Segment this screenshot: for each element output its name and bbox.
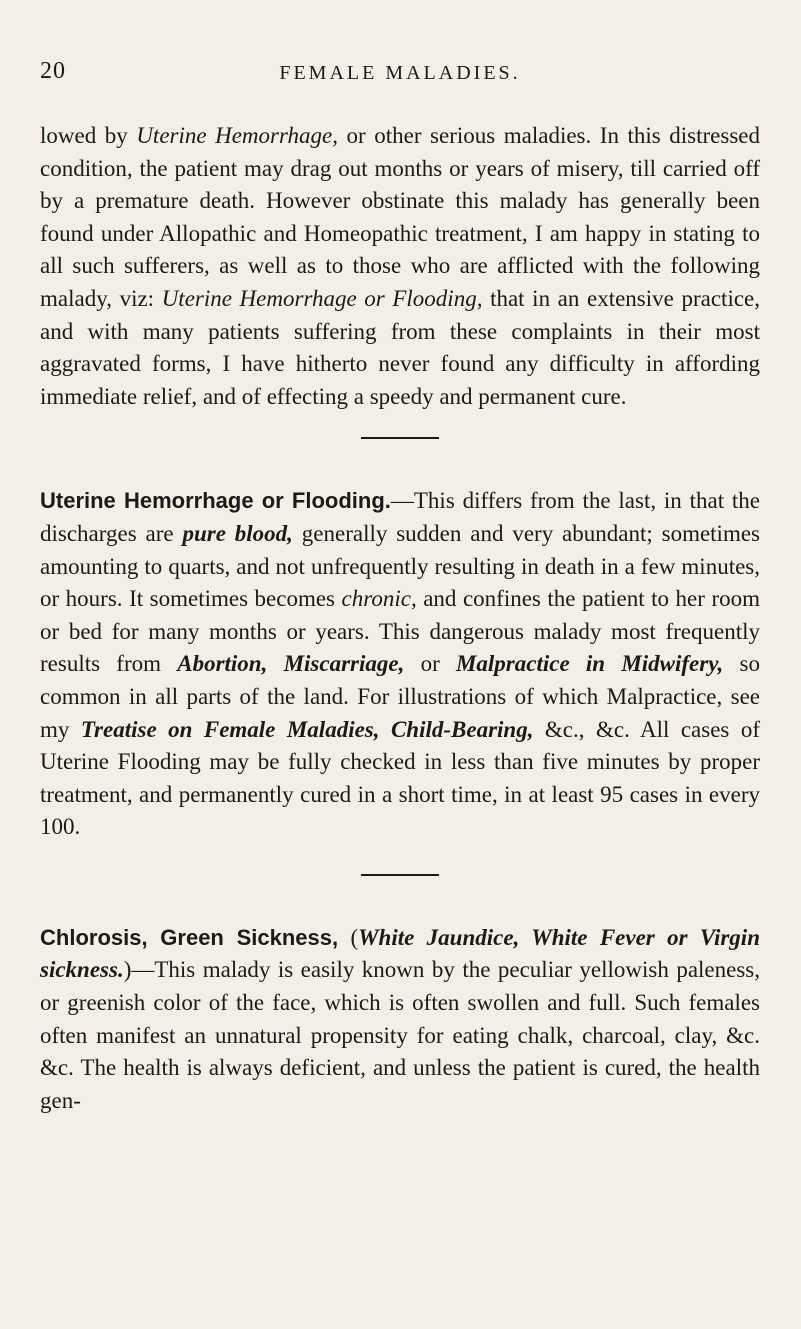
running-head: FEMALE MALADIES.: [279, 62, 521, 84]
text-run: (: [338, 924, 359, 950]
section-heading-chlorosis: Chlorosis, Green Sickness,: [40, 924, 339, 950]
text-run: generally sudden and very abundant; sometimes amounting to quarts, and not unfrequently resulting in death in a few minutes, or hours. It sometimes becomes: [40, 520, 760, 612]
text-run: or: [404, 651, 456, 677]
section-heading-uterine-hemorrhage: Uterine Hemorrhage or Flooding.: [40, 488, 391, 514]
italic-run: Malpractice in Midwifery,: [455, 651, 724, 677]
bold-italic-run: pure blood,: [182, 520, 293, 546]
italic-run: chronic,: [341, 586, 417, 612]
paragraph-chlorosis: [40, 922, 760, 1118]
italic-run: Uterine Hemorrhage or Flooding,: [161, 285, 483, 311]
italic-run: Treatise on Female Maladies, Child-Bearing,: [80, 716, 534, 742]
paragraph-uterine-hemorrhage: [40, 485, 760, 844]
text-run: or other serious maladies. In this distressed condition, the patient may drag out months or years of misery, till carried off by a premature death. However obstinate this malady has generally been found under Allopathic and Homeopathic treatment, I am happy in stating to all such sufferers, as well as to those who are afflicted with the following malady, viz:: [40, 123, 760, 311]
text-run: that in an extensive practice, and with many patients suffering from these complaints in their most aggravated forms, I have hitherto never found any difficulty in affording immediate relief, and of effecting a speedy and permanent cure.: [40, 285, 760, 409]
text-run: and confines the patient to her room or bed for many months or years. This dangerous malady most frequently results from: [40, 586, 760, 677]
italic-run: White Jaundice, White Fever or Virgin sickness.: [40, 924, 760, 983]
page-number: 20: [40, 58, 66, 84]
italic-run: Abortion, Miscarriage,: [177, 651, 405, 677]
section-divider: [361, 874, 439, 876]
section-divider: [361, 437, 439, 439]
text-run: —This differs from the last, in that the discharges are: [40, 488, 760, 546]
text-run: lowed by: [40, 123, 137, 148]
text-run: )—This malady is easily known by the peculiar yellowish paleness, or greenish color of the face, which is often swollen and full. Such females often manifest an unnatural propensity for eating chalk, charcoal, clay, &c. &c. The health is always deficient, and unless the patient is cured, the health gen-: [40, 957, 760, 1113]
page-header: [40, 58, 760, 86]
text-run: &c., &c. All cases of Uterine Flooding may be fully checked in less than five minutes by proper treatment, and permanently cured in a short time, in at least 95 cases in every 100.: [40, 716, 760, 840]
italic-run: Uterine Hemorrhage,: [136, 123, 338, 148]
paragraph-continuation: [40, 120, 760, 413]
page-body: [40, 120, 760, 1117]
text-run: so common in all parts of the land. For illustrations of which Malpractice, see my: [40, 651, 760, 742]
